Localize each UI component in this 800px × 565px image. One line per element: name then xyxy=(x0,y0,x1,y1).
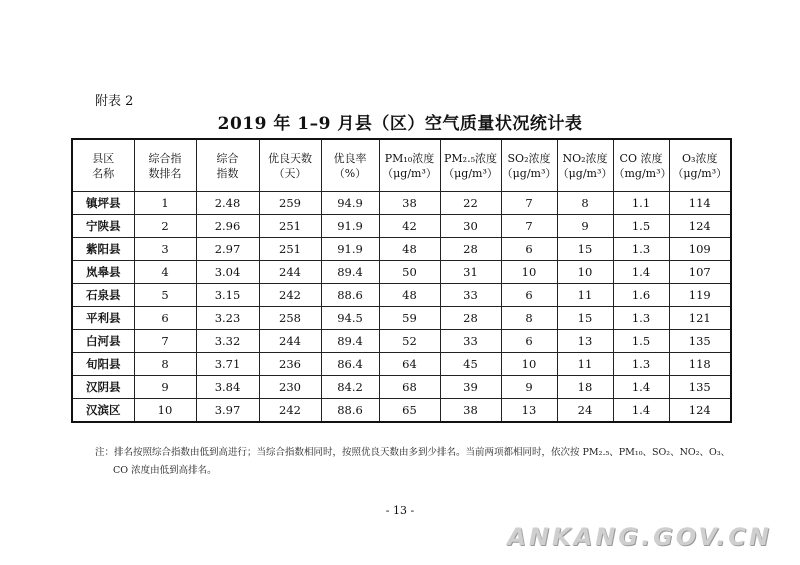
table-cell: 91.9 xyxy=(321,238,379,261)
table-cell: 10 xyxy=(134,399,196,423)
table-cell: 5 xyxy=(134,284,196,307)
table-cell: 1.4 xyxy=(613,399,669,423)
table-cell: 33 xyxy=(440,330,501,353)
table-cell: 42 xyxy=(379,215,440,238)
footnote-line-2: CO 浓度由低到高排名。 xyxy=(113,465,217,476)
table-cell: 15 xyxy=(557,238,613,261)
column-header xyxy=(501,139,557,192)
table-cell: 236 xyxy=(259,353,321,376)
county-name-cell: 汉阴县 xyxy=(72,376,134,399)
column-header-line: （μg/m³） xyxy=(557,166,613,180)
table-cell: 48 xyxy=(379,284,440,307)
table-cell: 68 xyxy=(379,376,440,399)
table-cell: 3.84 xyxy=(196,376,259,399)
table-cell: 10 xyxy=(501,261,557,284)
table-row xyxy=(72,307,731,330)
table-row xyxy=(72,376,731,399)
table-cell: 1.5 xyxy=(613,215,669,238)
footnote xyxy=(95,444,735,480)
table-row xyxy=(72,238,731,261)
table-cell: 1.4 xyxy=(613,261,669,284)
table-row xyxy=(72,215,731,238)
table-cell: 13 xyxy=(501,399,557,423)
table-cell: 9 xyxy=(134,376,196,399)
table-cell: 7 xyxy=(501,192,557,215)
county-name-cell: 汉滨区 xyxy=(72,399,134,423)
table-cell: 33 xyxy=(440,284,501,307)
county-name-cell: 平利县 xyxy=(72,307,134,330)
column-header-line: （%） xyxy=(333,166,367,180)
column-header-line: （mg/m³） xyxy=(613,166,672,180)
column-header xyxy=(196,139,259,192)
table-cell: 9 xyxy=(557,215,613,238)
table-cell: 259 xyxy=(259,192,321,215)
table-row xyxy=(72,192,731,215)
table-cell: 8 xyxy=(134,353,196,376)
county-name-cell: 宁陕县 xyxy=(72,215,134,238)
column-header-line: SO₂浓度 xyxy=(507,151,551,165)
column-header-line: （μg/m³） xyxy=(443,166,498,180)
column-header-line: PM₁₀浓度 xyxy=(384,151,435,165)
column-header-line: O₃浓度 xyxy=(682,151,718,165)
county-name-cell: 石泉县 xyxy=(72,284,134,307)
table-cell: 251 xyxy=(259,238,321,261)
table-cell: 94.9 xyxy=(321,192,379,215)
table-cell: 114 xyxy=(669,192,731,215)
table-cell: 28 xyxy=(440,238,501,261)
table-cell: 135 xyxy=(669,330,731,353)
table-cell: 11 xyxy=(557,353,613,376)
table-cell: 91.9 xyxy=(321,215,379,238)
table-row xyxy=(72,284,731,307)
table-cell: 38 xyxy=(440,399,501,423)
column-header-line: 县区 xyxy=(92,151,115,165)
table-cell: 109 xyxy=(669,238,731,261)
table-cell: 118 xyxy=(669,353,731,376)
column-header-line: （μg/m³） xyxy=(672,166,728,180)
table-cell: 13 xyxy=(557,330,613,353)
table-cell: 9 xyxy=(501,376,557,399)
table-cell: 242 xyxy=(259,399,321,423)
column-header xyxy=(613,139,672,192)
county-name-cell: 紫阳县 xyxy=(72,238,134,261)
table-cell: 1.5 xyxy=(613,330,669,353)
county-name-cell: 镇坪县 xyxy=(72,192,134,215)
table-row xyxy=(72,353,731,376)
table-row xyxy=(72,261,731,284)
table-cell: 1.4 xyxy=(613,376,669,399)
table-cell: 244 xyxy=(259,261,321,284)
table-cell: 84.2 xyxy=(321,376,379,399)
table-cell: 8 xyxy=(501,307,557,330)
table-body xyxy=(72,192,731,423)
column-header-line: 名称 xyxy=(92,166,115,180)
column-header xyxy=(134,139,196,192)
table-cell: 2.96 xyxy=(196,215,259,238)
table-cell: 15 xyxy=(557,307,613,330)
table-cell: 3.15 xyxy=(196,284,259,307)
table-cell: 230 xyxy=(259,376,321,399)
table-cell: 38 xyxy=(379,192,440,215)
column-header xyxy=(321,139,379,192)
column-header-line: 综合指 xyxy=(148,151,182,165)
column-header xyxy=(440,139,501,192)
column-header xyxy=(379,139,440,192)
table-cell: 242 xyxy=(259,284,321,307)
table-cell: 3.71 xyxy=(196,353,259,376)
table-cell: 31 xyxy=(440,261,501,284)
table-cell: 88.6 xyxy=(321,284,379,307)
column-header-line: （μg/m³） xyxy=(382,166,437,180)
table-cell: 10 xyxy=(501,353,557,376)
table-cell: 28 xyxy=(440,307,501,330)
table-cell: 3 xyxy=(134,238,196,261)
table-cell: 30 xyxy=(440,215,501,238)
table-cell: 8 xyxy=(557,192,613,215)
table-cell: 244 xyxy=(259,330,321,353)
column-header-line: （天） xyxy=(273,166,307,180)
column-header-line: 指数 xyxy=(216,166,239,180)
column-header-line: 数排名 xyxy=(148,166,182,180)
county-name-cell: 旬阳县 xyxy=(72,353,134,376)
table-cell: 59 xyxy=(379,307,440,330)
table-cell: 1.3 xyxy=(613,238,669,261)
table-cell: 3.23 xyxy=(196,307,259,330)
table-cell: 6 xyxy=(501,238,557,261)
table-cell: 7 xyxy=(134,330,196,353)
column-header xyxy=(259,139,321,192)
table-cell: 45 xyxy=(440,353,501,376)
appendix-label: 附表 2 xyxy=(95,94,134,109)
table-cell: 3.97 xyxy=(196,399,259,423)
column-header-line: 优良天数 xyxy=(268,151,312,165)
column-header-line: PM₂.₅浓度 xyxy=(444,151,497,165)
table-cell: 10 xyxy=(557,261,613,284)
table-cell: 1.6 xyxy=(613,284,669,307)
table-cell: 3.32 xyxy=(196,330,259,353)
table-row xyxy=(72,330,731,353)
table-cell: 94.5 xyxy=(321,307,379,330)
table-header-row xyxy=(72,139,731,192)
table-cell: 1.3 xyxy=(613,307,669,330)
column-header-line: 优良率 xyxy=(333,151,367,165)
table-cell: 124 xyxy=(669,399,731,423)
table-cell: 107 xyxy=(669,261,731,284)
table-cell: 6 xyxy=(501,284,557,307)
air-quality-table xyxy=(71,138,732,423)
table-cell: 3.04 xyxy=(196,261,259,284)
table-cell: 6 xyxy=(501,330,557,353)
table-cell: 89.4 xyxy=(321,330,379,353)
page-title: 2019 年 1–9 月县（区）空气质量状况统计表 xyxy=(217,114,583,134)
table-cell: 135 xyxy=(669,376,731,399)
table-cell: 24 xyxy=(557,399,613,423)
table-row xyxy=(72,399,731,423)
page-number: - 13 - xyxy=(385,504,415,517)
table-cell: 22 xyxy=(440,192,501,215)
footnote-line-1: 注：排名按照综合指数由低到高进行；当综合指数相同时，按照优良天数由多到少排名。当前两项都相同时，依次按 PM₂.₅、PM₁₀、SO₂、NO₂、O₃、 xyxy=(95,447,731,458)
table-cell: 88.6 xyxy=(321,399,379,423)
table-cell: 89.4 xyxy=(321,261,379,284)
table-cell: 6 xyxy=(134,307,196,330)
column-header xyxy=(557,139,613,192)
table-cell: 1.3 xyxy=(613,353,669,376)
column-header-line: 综合 xyxy=(216,151,239,165)
table-cell: 48 xyxy=(379,238,440,261)
table-cell: 1 xyxy=(134,192,196,215)
table-cell: 2.48 xyxy=(196,192,259,215)
column-header xyxy=(72,139,134,192)
table-cell: 124 xyxy=(669,215,731,238)
county-name-cell: 岚皋县 xyxy=(72,261,134,284)
table-cell: 65 xyxy=(379,399,440,423)
table-cell: 39 xyxy=(440,376,501,399)
table-cell: 18 xyxy=(557,376,613,399)
table-cell: 121 xyxy=(669,307,731,330)
table-cell: 1.1 xyxy=(613,192,669,215)
table-cell: 4 xyxy=(134,261,196,284)
table-cell: 2 xyxy=(134,215,196,238)
site-watermark: ANKANG.GOV.CN xyxy=(507,523,772,551)
table-cell: 119 xyxy=(669,284,731,307)
column-header xyxy=(669,139,731,192)
table-cell: 64 xyxy=(379,353,440,376)
table-cell: 50 xyxy=(379,261,440,284)
column-header-line: NO₂浓度 xyxy=(562,151,608,165)
column-header-line: （μg/m³） xyxy=(501,166,557,180)
table-cell: 258 xyxy=(259,307,321,330)
table-cell: 2.97 xyxy=(196,238,259,261)
column-header-line: CO 浓度 xyxy=(619,151,663,165)
table-cell: 11 xyxy=(557,284,613,307)
table-cell: 86.4 xyxy=(321,353,379,376)
table-cell: 52 xyxy=(379,330,440,353)
table-cell: 7 xyxy=(501,215,557,238)
county-name-cell: 白河县 xyxy=(72,330,134,353)
table-cell: 251 xyxy=(259,215,321,238)
